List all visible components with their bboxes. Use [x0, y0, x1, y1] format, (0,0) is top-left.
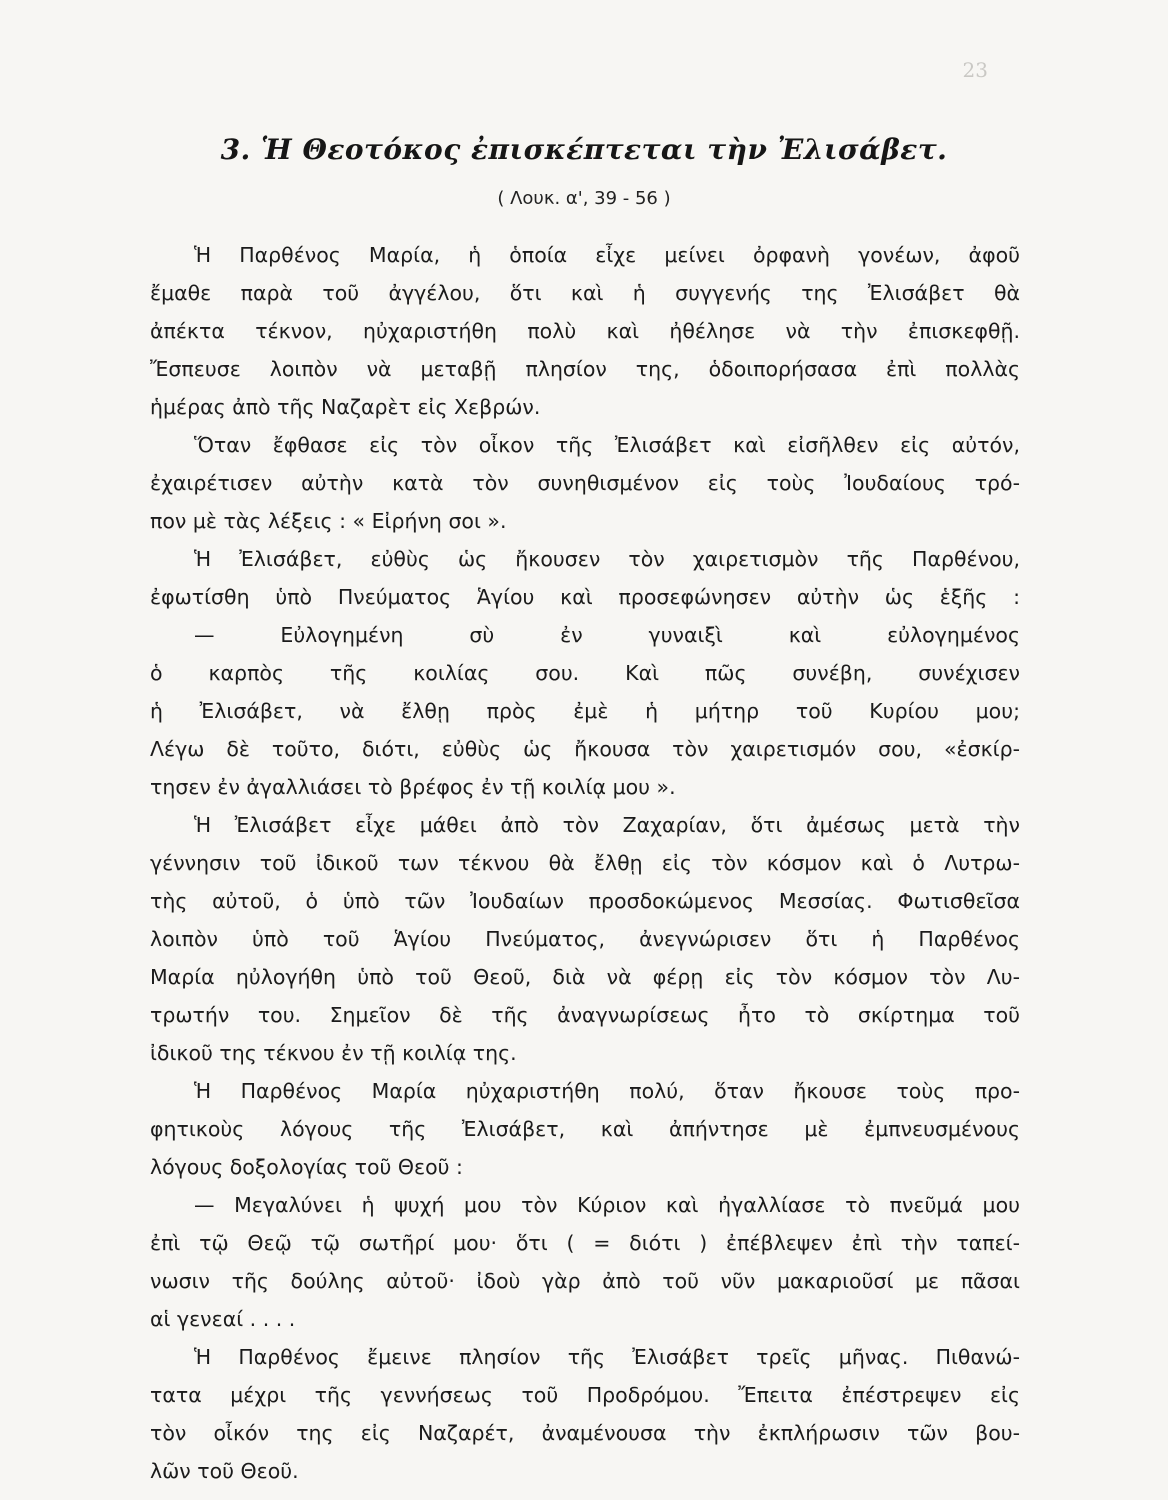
text-line: φητικοὺς λόγους τῆς Ἐλισάβετ, καὶ ἀπήντησε μὲ ἐμπνευσμένους	[150, 1117, 1020, 1141]
text-line: τρωτήν του. Σημεῖον δὲ τῆς ἀναγνωρίσεως ἦτο τὸ σκίρτημα τοῦ	[150, 1003, 1020, 1027]
text-line: λόγους δοξολογίας τοῦ Θεοῦ :	[150, 1155, 463, 1179]
text-line: Μαρία ηὐλογήθη ὑπὸ τοῦ Θεοῦ, διὰ νὰ φέρῃ εἰς τὸν κόσμον τὸν Λυ-	[150, 965, 1020, 989]
text-line: τὴς αὐτοῦ, ὁ ὑπὸ τῶν Ἰουδαίων προσδοκώμενος Μεσσίας. Φωτισθεῖσα	[150, 889, 1020, 913]
page-number: 23	[962, 58, 988, 82]
text-line: ὁ καρπὸς τῆς κοιλίας σου. Καὶ πῶς συνέβη, συνέχισεν	[150, 661, 1020, 685]
text-line: Ἡ Παρθένος ἔμεινε πλησίον τῆς Ἐλισάβετ τρεῖς μῆνας. Πιθανώ-	[194, 1345, 1020, 1369]
scripture-reference: ( Λουκ. α', 39 - 56 )	[497, 188, 671, 209]
text-line: γέννησιν τοῦ ἰδικοῦ των τέκνου θὰ ἔλθῃ εἰς τὸν κόσμον καὶ ὁ Λυτρω-	[150, 851, 1020, 875]
text-line: Ἡ Ἐλισάβετ εἶχε μάθει ἀπὸ τὸν Ζαχαρίαν, ὅτι ἀμέσως μετὰ τὴν	[194, 813, 1020, 837]
text-line: ἡ Ἐλισάβετ, νὰ ἔλθῃ πρὸς ἐμὲ ἡ μήτηρ τοῦ Κυρίου μου;	[150, 699, 1020, 723]
text-line: Ἔσπευσε λοιπὸν νὰ μεταβῇ πλησίον της, ὁδοιπορήσασα ἐπὶ πολλὰς	[150, 357, 1020, 381]
text-line: — Μεγαλύνει ἡ ψυχή μου τὸν Κύριον καὶ ἠγαλλίασε τὸ πνεῦμά μου	[194, 1193, 1020, 1217]
text-line: λοιπὸν ὑπὸ τοῦ Ἁγίου Πνεύματος, ἀνεγνώρισεν ὅτι ἡ Παρθένος	[150, 927, 1020, 951]
chapter-title: 3. Ἡ Θεοτόκος ἐπισκέπτεται τὴν Ἐλισάβετ.	[220, 133, 948, 166]
text-line: Ἡ Ἐλισάβετ, εὐθὺς ὡς ἤκουσεν τὸν χαιρετισμὸν τῆς Παρθένου,	[194, 547, 1020, 571]
text-line: ἐχαιρέτισεν αὐτὴν κατὰ τὸν συνηθισμένον εἰς τοὺς Ἰουδαίους τρό-	[150, 471, 1020, 495]
text-line: ἰδικοῦ της τέκνου ἐν τῇ κοιλίᾳ της.	[150, 1041, 517, 1065]
text-line: Ἡ Παρθένος Μαρία ηὐχαριστήθη πολύ, ὅταν ἤκουσε τοὺς προ-	[194, 1079, 1020, 1103]
text-line: πον μὲ τὰς λέξεις : « Εἰρήνη σοι ».	[150, 509, 507, 533]
text-line: Ὅταν ἔφθασε εἰς τὸν οἶκον τῆς Ἐλισάβετ καὶ εἰσῆλθεν εἰς αὐτόν,	[194, 433, 1020, 457]
text-line: Ἡ Παρθένος Μαρία, ἡ ὁποία εἶχε μείνει ὀρφανὴ γονέων, ἀφοῦ	[194, 243, 1020, 267]
text-line: λῶν τοῦ Θεοῦ.	[150, 1459, 299, 1483]
body-text	[150, 236, 1020, 1490]
text-line: τατα μέχρι τῆς γεννήσεως τοῦ Προδρόμου. Ἔπειτα ἐπέστρεψεν εἰς	[150, 1383, 1020, 1407]
text-line: τὸν οἶκόν της εἰς Ναζαρέτ, ἀναμένουσα τὴν ἐκπλήρωσιν τῶν βου-	[150, 1421, 1020, 1445]
text-line: ἐπὶ τῷ Θεῷ τῷ σωτῆρί μου· ὅτι ( = διότι ) ἐπέβλεψεν ἐπὶ τὴν ταπεί-	[150, 1231, 1020, 1255]
text-line: ἔμαθε παρὰ τοῦ ἀγγέλου, ὅτι καὶ ἡ συγγενής της Ἐλισάβετ θὰ	[150, 281, 1020, 305]
text-line: νωσιν τῆς δούλης αὐτοῦ· ἰδοὺ γὰρ ἀπὸ τοῦ νῦν μακαριοῦσί με πᾶσαι	[150, 1269, 1020, 1293]
text-line: — Εὐλογημένη σὺ ἐν γυναιξὶ καὶ εὐλογημένος	[194, 623, 1020, 647]
text-line: ἀπέκτα τέκνον, ηὐχαριστήθη πολὺ καὶ ἠθέλησε νὰ τὴν ἐπισκεφθῇ.	[150, 319, 1020, 343]
text-line: ἐφωτίσθη ὑπὸ Πνεύματος Ἁγίου καὶ προσεφώνησεν αὐτὴν ὡς ἑξῆς :	[150, 585, 1020, 609]
text-line: Λέγω δὲ τοῦτο, διότι, εὐθὺς ὡς ἤκουσα τὸν χαιρετισμόν σου, «ἐσκίρ-	[150, 737, 1020, 761]
text-line: τησεν ἐν ἀγαλλιάσει τὸ βρέφος ἐν τῇ κοιλίᾳ μου ».	[150, 775, 676, 799]
text-line: αἱ γενεαί . . . .	[150, 1307, 296, 1331]
text-line: ἡμέρας ἀπὸ τῆς Ναζαρὲτ εἰς Χεβρών.	[150, 395, 541, 419]
